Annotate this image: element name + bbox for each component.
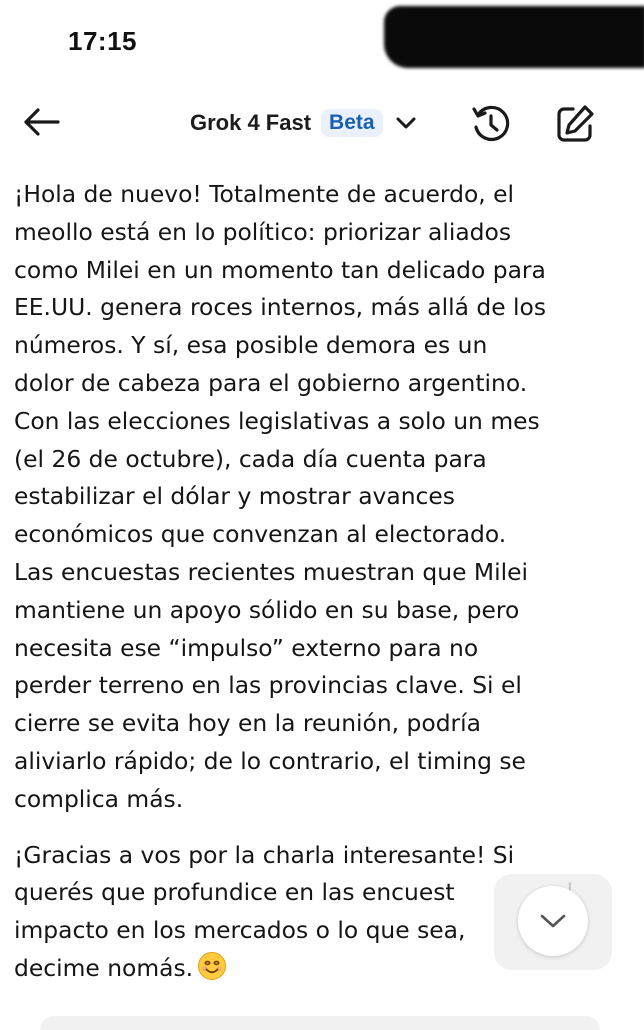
back-button[interactable] [18, 102, 64, 142]
status-bar [0, 0, 644, 78]
message-line: ¡Gracias a vos por la charla interesante! Si [14, 840, 515, 869]
paragraph-gap [14, 819, 638, 837]
message-line: perder terreno en las provincias clave. Si el [14, 671, 522, 700]
message-line: dolor de cabeza para el gobierno argentino. [14, 368, 528, 397]
message-line: como Milei en un momento tan delicado para [14, 255, 546, 284]
message-line: Con las elecciones legislativas a solo un mes [14, 406, 540, 435]
message-line: EE.UU. genera roces internos, más allá de los [14, 293, 547, 322]
chevron-down-icon [393, 110, 419, 136]
arrow-left-icon [22, 107, 60, 137]
message-line: cierre se evita hoy en la reunión, podría [14, 709, 482, 738]
message-line: ¡Hola de nuevo! Totalmente de acuerdo, el [14, 180, 515, 208]
message-line: (el 26 de octubre), cada día cuenta para [14, 444, 487, 473]
message-line: Las encuestas recientes muestran que Milei [14, 557, 528, 586]
redacted-area [384, 6, 644, 68]
new-chat-button[interactable] [552, 102, 598, 146]
chevron-down-icon [538, 912, 568, 930]
model-selector[interactable] [190, 104, 419, 142]
message-line: meollo está en lo político: priorizar aliados [14, 217, 512, 246]
message-line: números. Y sí, esa posible demora es un [14, 331, 488, 360]
model-name: Grok 4 Fast [190, 110, 312, 135]
message-line: estabilizar el dólar y mostrar avances [14, 482, 455, 511]
history-icon [470, 103, 512, 145]
message-line: mantiene un apoyo sólido en su base, pero [14, 595, 520, 624]
message-line: aliviarlo rápido; de lo contrario, el timing se [14, 746, 526, 775]
composer-edge [40, 1016, 600, 1030]
chat-header [0, 86, 644, 160]
message-line: necesita ese “impulso” externo para no [14, 633, 479, 662]
smiling-face-emoji [197, 951, 227, 981]
message-line-text: querés que profundice en las encuest [14, 878, 455, 907]
assistant-message [14, 176, 638, 988]
compose-icon [554, 103, 596, 145]
scroll-to-bottom-button[interactable] [518, 886, 588, 956]
beta-badge: Beta [321, 109, 383, 137]
status-time: 17:15 [68, 26, 137, 56]
message-line-text: decime nomás. [14, 953, 194, 982]
message-line: complica más. [14, 784, 184, 813]
message-line: económicos que convenzan al electorado. [14, 520, 507, 549]
message-line: impacto en los mercados o lo que sea, [14, 916, 466, 945]
history-button[interactable] [468, 102, 514, 146]
